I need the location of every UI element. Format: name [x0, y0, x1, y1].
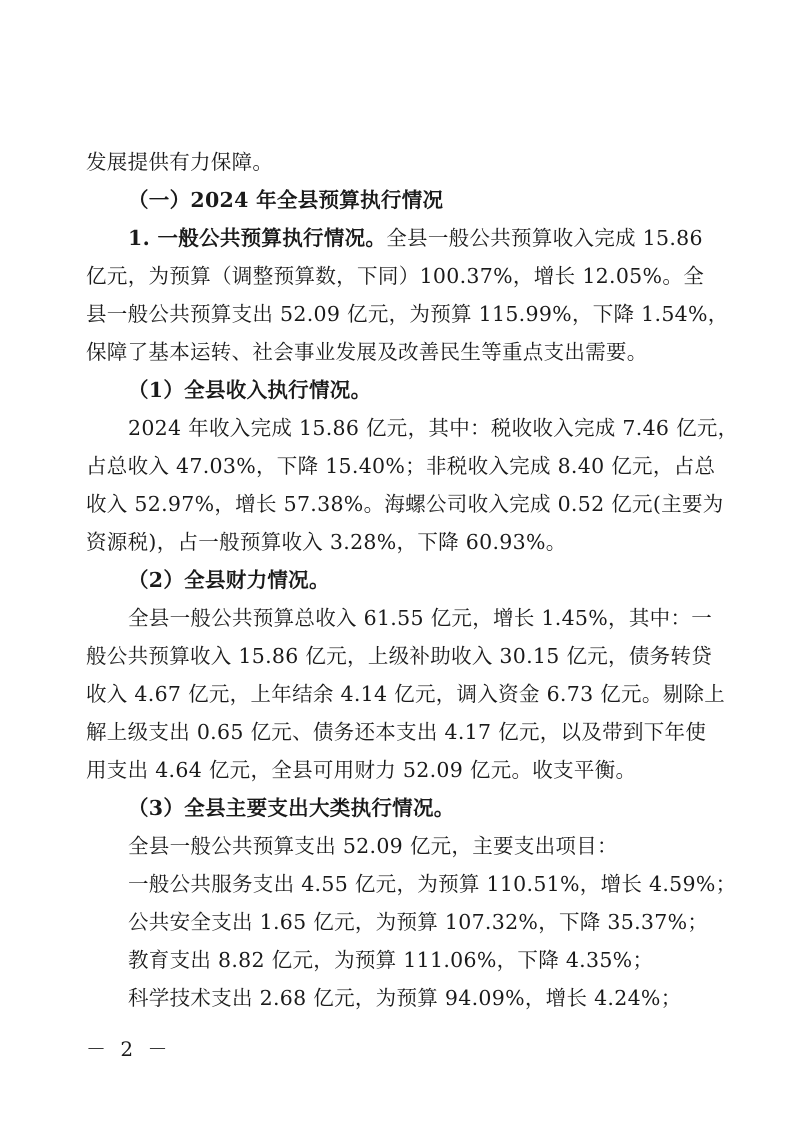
expenditure-item: 科学技术支出 2.68 亿元，为预算 94.09%，增长 4.24%；	[128, 986, 682, 1010]
paragraph-line: 全县一般公共预算支出 52.09 亿元，主要支出项目：	[128, 834, 618, 858]
paragraph-line: 全县一般公共预算总收入 61.55 亿元，增长 1.45%，其中：一	[128, 606, 713, 630]
paragraph-line: 用支出 4.64 亿元，全县可用财力 52.09 亿元。收支平衡。	[86, 758, 637, 782]
expenditure-item: 一般公共服务支出 4.55 亿元，为预算 110.51%，增长 4.59%；	[128, 872, 737, 896]
paragraph-line: 亿元，为预算（调整预算数，下同）100.37%，增长 12.05%。全	[86, 264, 704, 288]
paragraph-line: 占总收入 47.03%，下降 15.40%；非税收入完成 8.40 亿元，占总	[86, 454, 716, 478]
subsection-heading: 1. 一般公共预算执行情况。	[128, 226, 387, 250]
paragraph-line: 般公共预算收入 15.86 亿元，上级补助收入 30.15 亿元，债务转贷	[86, 644, 713, 668]
paragraph-line: 解上级支出 0.65 亿元、债务还本支出 4.17 亿元，以及带到下年使	[86, 720, 707, 744]
paragraph-line: 县一般公共预算支出 52.09 亿元，为预算 115.99%，下降 1.54%，	[86, 302, 729, 326]
paragraph-line: 2024 年收入完成 15.86 亿元，其中：税收收入完成 7.46 亿元，	[128, 416, 739, 440]
paragraph-line: 发展提供有力保障。	[86, 150, 274, 174]
paragraph-line: 收入 4.67 亿元，上年结余 4.14 亿元，调入资金 6.73 亿元。剔除上	[86, 682, 726, 706]
paragraph-line: 保障了基本运转、社会事业发展及改善民生等重点支出需要。	[86, 340, 648, 364]
paragraph-line: 收入 52.97%，增长 57.38%。海螺公司收入完成 0.52 亿元(主要为	[86, 492, 724, 516]
page-number: － 2 －	[86, 1037, 172, 1061]
paragraph-line	[128, 226, 703, 250]
expenditure-item: 公共安全支出 1.65 亿元，为预算 107.32%，下降 35.37%；	[128, 910, 709, 934]
expenditure-item: 教育支出 8.82 亿元，为预算 111.06%，下降 4.35%；	[128, 948, 654, 972]
paragraph-line: 资源税)，占一般预算收入 3.28%，下降 60.93%。	[86, 530, 567, 554]
section-heading: （一）2024 年全县预算执行情况	[128, 188, 444, 212]
item-heading: （3）全县主要支出大类执行情况。	[128, 796, 455, 820]
item-heading: （1）全县收入执行情况。	[128, 378, 372, 402]
item-heading: （2）全县财力情况。	[128, 568, 330, 592]
text-run: 全县一般公共预算收入完成 15.86	[386, 226, 703, 250]
